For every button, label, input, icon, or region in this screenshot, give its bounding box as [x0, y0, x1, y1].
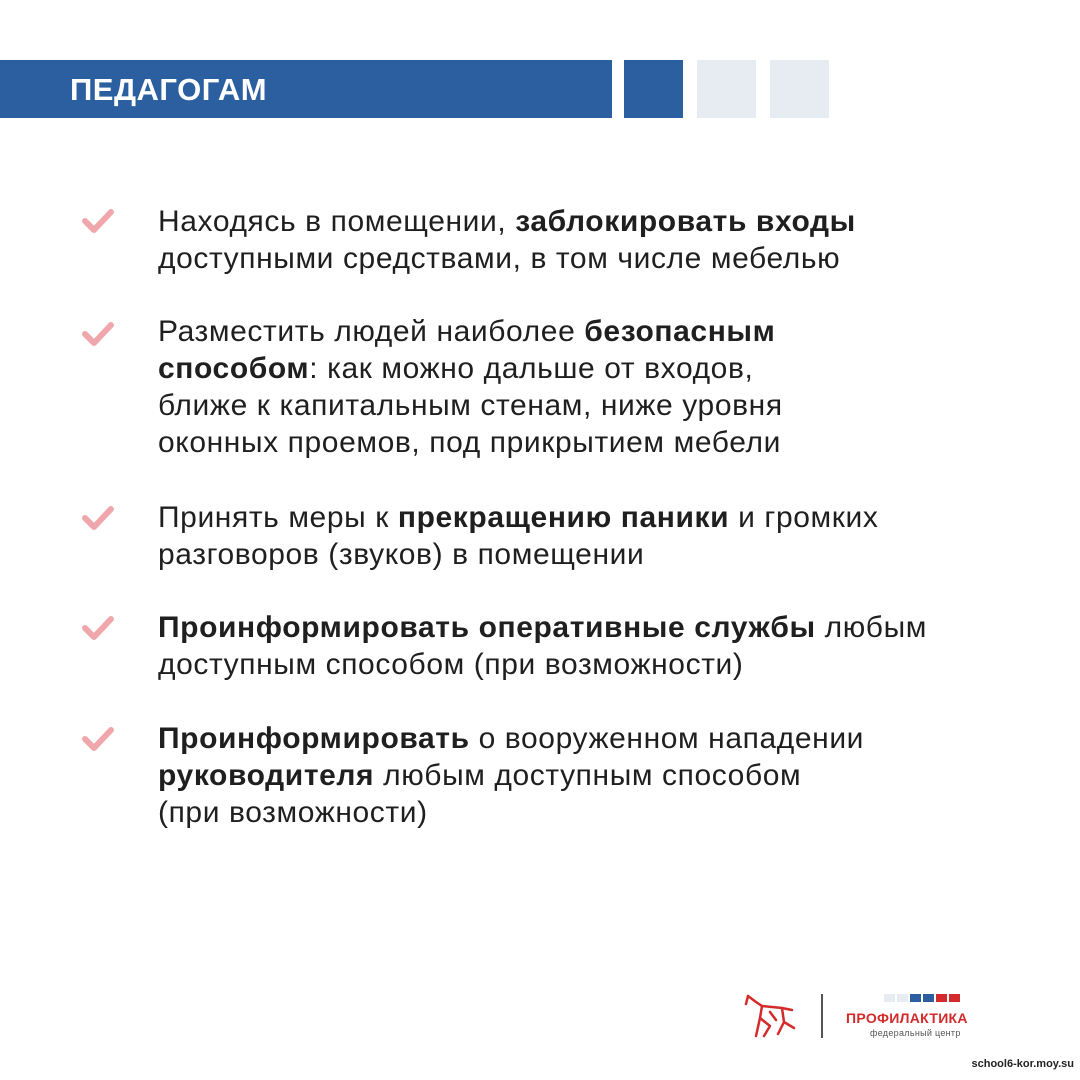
decor-square-light: [697, 60, 756, 118]
text-line: разговоров (звуков) в помещении: [158, 538, 645, 571]
text-line: Проинформировать оперативные службы любым: [158, 611, 927, 644]
page-title: ПЕДАГОГАМ: [70, 72, 268, 107]
text-line: доступным способом (при возможности): [158, 648, 744, 681]
item-text: [158, 499, 1008, 573]
text-line: способом: как можно дальше от входов,: [158, 352, 754, 385]
text-line: Проинформировать о вооруженном нападении: [158, 722, 865, 755]
text-line: Находясь в помещении, заблокировать входы: [158, 205, 856, 238]
text-line: руководителя любым доступным способом: [158, 759, 802, 792]
check-icon: [82, 505, 114, 531]
decor-square-blue: [624, 60, 683, 118]
check-icon: [82, 615, 114, 641]
item-text: [158, 609, 1008, 683]
header-banner: [0, 60, 612, 118]
item-text: [158, 313, 1008, 461]
brand-subtitle: федеральный центр: [870, 1028, 961, 1038]
check-icon: [82, 726, 114, 752]
text-line: Принять меры к прекращению паники и громких: [158, 501, 879, 534]
text-line: доступными средствами, в том числе мебелью: [158, 242, 841, 275]
footer-divider: [821, 994, 823, 1038]
check-icon: [82, 208, 114, 234]
horse-logo-icon: [742, 992, 800, 1040]
brand-name: ПРОФИЛАКТИКА: [846, 1010, 968, 1026]
text-line: (при возможности): [158, 796, 428, 829]
item-text: [158, 720, 1008, 831]
decor-square-light: [770, 60, 829, 118]
watermark: school6-kor.moy.su: [971, 1058, 1074, 1070]
text-line: Разместить людей наиболее безопасным: [158, 315, 776, 348]
text-line: ближе к капитальным стенам, ниже уровня: [158, 389, 783, 422]
text-line: оконных проемов, под прикрытием мебели: [158, 426, 781, 459]
item-text: [158, 203, 1008, 277]
check-icon: [82, 321, 114, 347]
